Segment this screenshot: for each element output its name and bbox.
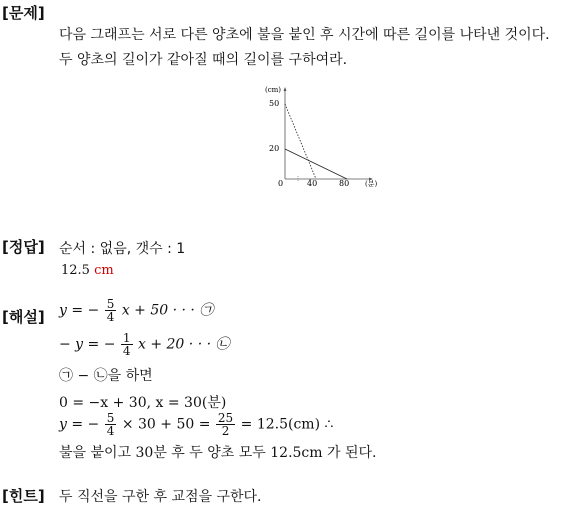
y-tick-20: 20 — [269, 144, 280, 153]
equation-4: 0 = −x + 30, x = 30(분) — [59, 395, 227, 411]
equation-5 — [59, 412, 333, 437]
answer-meta: 순서 : 없음, 갯수 : 1 — [59, 241, 186, 257]
x-tick-40: 40 — [307, 179, 318, 188]
y-tick-50: 50 — [269, 99, 280, 108]
problem-text-line-2: 두 양초의 길이가 같아질 때의 길이를 구하여라. — [59, 52, 348, 68]
eq1-left: y = − — [59, 302, 100, 319]
eq2-left: − y = − — [59, 336, 116, 353]
fraction-1-4: $\frac{1}{4}$ — [122, 331, 131, 358]
equation-1 — [59, 298, 213, 323]
x-tick-0: 0 — [278, 179, 284, 188]
explanation-conclusion: 불을 붙이고 30분 후 두 양초 모두 12.5cm 가 된다. — [59, 445, 377, 461]
y-axis-arrow-icon — [284, 87, 287, 91]
eq5-right: = 12.5(cm) ∴ — [240, 416, 334, 433]
answer-value-line — [61, 263, 114, 278]
equation-3: ㉠ − ㉡을 하면 — [59, 368, 153, 384]
eq1-right: x + 50 · · · ㉠ — [121, 302, 214, 319]
eq5-middle: × 30 + 50 = — [121, 416, 211, 433]
y-axis-unit: (cm) — [265, 86, 282, 94]
problem-text-line-1: 다음 그래프는 서로 다른 양초에 불을 붙인 후 시간에 따른 길이를 나타낸 것이다. — [59, 27, 550, 43]
eq2-right: x + 20 · · · ㉡ — [138, 336, 230, 353]
fraction-25-2: $\frac{25}{2}$ — [217, 411, 234, 438]
fraction-5-4-b: $\frac{5}{4}$ — [106, 411, 115, 438]
line-b-solid — [285, 149, 347, 179]
candle-length-graph — [258, 84, 388, 194]
fraction-5-4: $\frac{5}{4}$ — [106, 297, 115, 324]
eq5-left: y = − — [59, 416, 100, 433]
equation-2 — [59, 332, 230, 357]
answer-header: [정답] — [2, 238, 45, 256]
answer-value: 12.5 — [61, 263, 90, 278]
x-axis-unit: (분) — [365, 180, 378, 188]
line-a-dotted — [285, 104, 316, 179]
problem-header: [문제] — [2, 4, 45, 22]
explanation-header: [해설] — [2, 308, 45, 326]
answer-unit: cm — [94, 263, 114, 278]
hint-header: [힌트] — [2, 487, 45, 505]
hint-text: 두 직선을 구한 후 교점을 구한다. — [59, 489, 262, 505]
x-tick-80: 80 — [339, 179, 350, 188]
